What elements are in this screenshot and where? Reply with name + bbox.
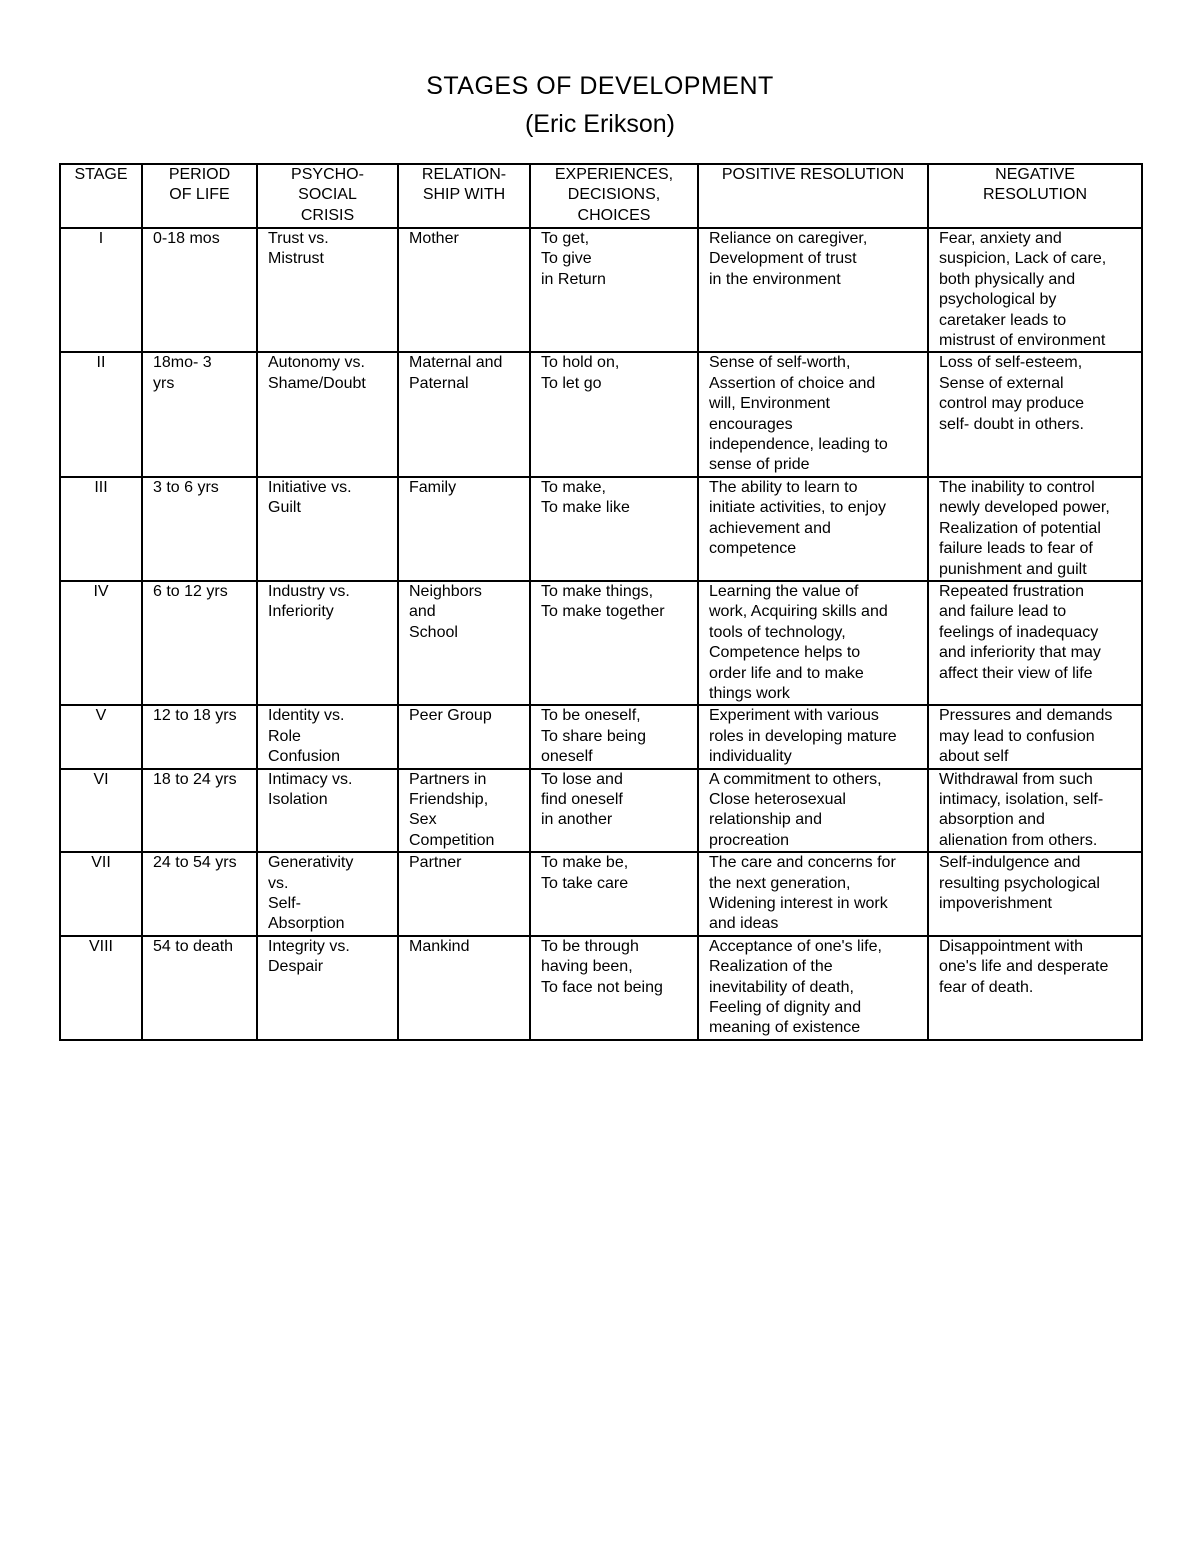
crisis-cell: Identity vs. Role Confusion <box>257 705 398 768</box>
period-cell: 24 to 54 yrs <box>142 852 257 936</box>
header-positive: POSITIVE RESOLUTION <box>698 164 928 228</box>
table-row <box>60 228 1142 352</box>
experiences-cell: To be through having been, To face not being <box>530 936 698 1040</box>
negative-cell: Self-indulgence and resulting psychological impoverishment <box>928 852 1142 936</box>
header-experiences: EXPERIENCES, DECISIONS, CHOICES <box>530 164 698 228</box>
document-subtitle: (Eric Erikson) <box>524 110 675 138</box>
positive-cell: Experiment with various roles in developing mature individuality <box>698 705 928 768</box>
stages-table <box>59 163 1143 1041</box>
period-cell: 12 to 18 yrs <box>142 705 257 768</box>
table-row <box>60 769 1142 853</box>
experiences-cell: To be oneself, To share being oneself <box>530 705 698 768</box>
header-crisis: PSYCHO- SOCIAL CRISIS <box>257 164 398 228</box>
header-negative: NEGATIVE RESOLUTION <box>928 164 1142 228</box>
relationship-cell: Maternal and Paternal <box>398 352 530 476</box>
experiences-cell: To hold on, To let go <box>530 352 698 476</box>
table-row <box>60 477 1142 581</box>
crisis-cell: Intimacy vs. Isolation <box>257 769 398 853</box>
crisis-cell: Generativity vs. Self- Absorption <box>257 852 398 936</box>
negative-cell: Repeated frustration and failure lead to feelings of inadequacy and inferiority that may affect their view of life <box>928 581 1142 705</box>
negative-cell: Withdrawal from such intimacy, isolation, self- absorption and alienation from others. <box>928 769 1142 853</box>
experiences-cell: To make be, To take care <box>530 852 698 936</box>
crisis-cell: Autonomy vs. Shame/Doubt <box>257 352 398 476</box>
crisis-cell: Industry vs. Inferiority <box>257 581 398 705</box>
relationship-cell: Family <box>398 477 530 581</box>
table-row <box>60 936 1142 1040</box>
stage-cell: V <box>60 705 142 768</box>
stage-cell: VII <box>60 852 142 936</box>
experiences-cell: To lose and find oneself in another <box>530 769 698 853</box>
relationship-cell: Mother <box>398 228 530 352</box>
stage-cell: VI <box>60 769 142 853</box>
stage-cell: III <box>60 477 142 581</box>
stage-cell: VIII <box>60 936 142 1040</box>
table-header-row <box>60 164 1142 228</box>
crisis-cell: Integrity vs. Despair <box>257 936 398 1040</box>
positive-cell: Sense of self-worth, Assertion of choice and will, Environment encourages independence, leading to sense of pride <box>698 352 928 476</box>
positive-cell: The care and concerns for the next generation, Widening interest in work and ideas <box>698 852 928 936</box>
positive-cell: The ability to learn to initiate activities, to enjoy achievement and competence <box>698 477 928 581</box>
stage-cell: I <box>60 228 142 352</box>
table-row <box>60 852 1142 936</box>
positive-cell: Learning the value of work, Acquiring skills and tools of technology, Competence helps to order life and to make things work <box>698 581 928 705</box>
table-row <box>60 581 1142 705</box>
period-cell: 3 to 6 yrs <box>142 477 257 581</box>
positive-cell: Reliance on caregiver, Development of trust in the environment <box>698 228 928 352</box>
negative-cell: Loss of self-esteem, Sense of external control may produce self- doubt in others. <box>928 352 1142 476</box>
table-row <box>60 352 1142 476</box>
positive-cell: A commitment to others, Close heterosexual relationship and procreation <box>698 769 928 853</box>
period-cell: 18 to 24 yrs <box>142 769 257 853</box>
experiences-cell: To get, To give in Return <box>530 228 698 352</box>
experiences-cell: To make things, To make together <box>530 581 698 705</box>
negative-cell: Disappointment with one's life and desperate fear of death. <box>928 936 1142 1040</box>
crisis-cell: Initiative vs. Guilt <box>257 477 398 581</box>
relationship-cell: Neighbors and School <box>398 581 530 705</box>
period-cell: 6 to 12 yrs <box>142 581 257 705</box>
positive-cell: Acceptance of one's life, Realization of the inevitability of death, Feeling of dignity and meaning of existence <box>698 936 928 1040</box>
negative-cell: Pressures and demands may lead to confusion about self <box>928 705 1142 768</box>
relationship-cell: Partners in Friendship, Sex Competition <box>398 769 530 853</box>
period-cell: 54 to death <box>142 936 257 1040</box>
period-cell: 18mo- 3 yrs <box>142 352 257 476</box>
table-row <box>60 705 1142 768</box>
experiences-cell: To make, To make like <box>530 477 698 581</box>
stage-cell: II <box>60 352 142 476</box>
crisis-cell: Trust vs. Mistrust <box>257 228 398 352</box>
relationship-cell: Peer Group <box>398 705 530 768</box>
stage-cell: IV <box>60 581 142 705</box>
negative-cell: Fear, anxiety and suspicion, Lack of care, both physically and psychological by caretaker leads to mistrust of environment <box>928 228 1142 352</box>
negative-cell: The inability to control newly developed power, Realization of potential failure leads to fear of punishment and guilt <box>928 477 1142 581</box>
relationship-cell: Partner <box>398 852 530 936</box>
period-cell: 0-18 mos <box>142 228 257 352</box>
document-title: STAGES OF DEVELOPMENT <box>426 72 774 100</box>
header-period: PERIOD OF LIFE <box>142 164 257 228</box>
relationship-cell: Mankind <box>398 936 530 1040</box>
header-stage: STAGE <box>60 164 142 228</box>
header-relationship: RELATION- SHIP WITH <box>398 164 530 228</box>
